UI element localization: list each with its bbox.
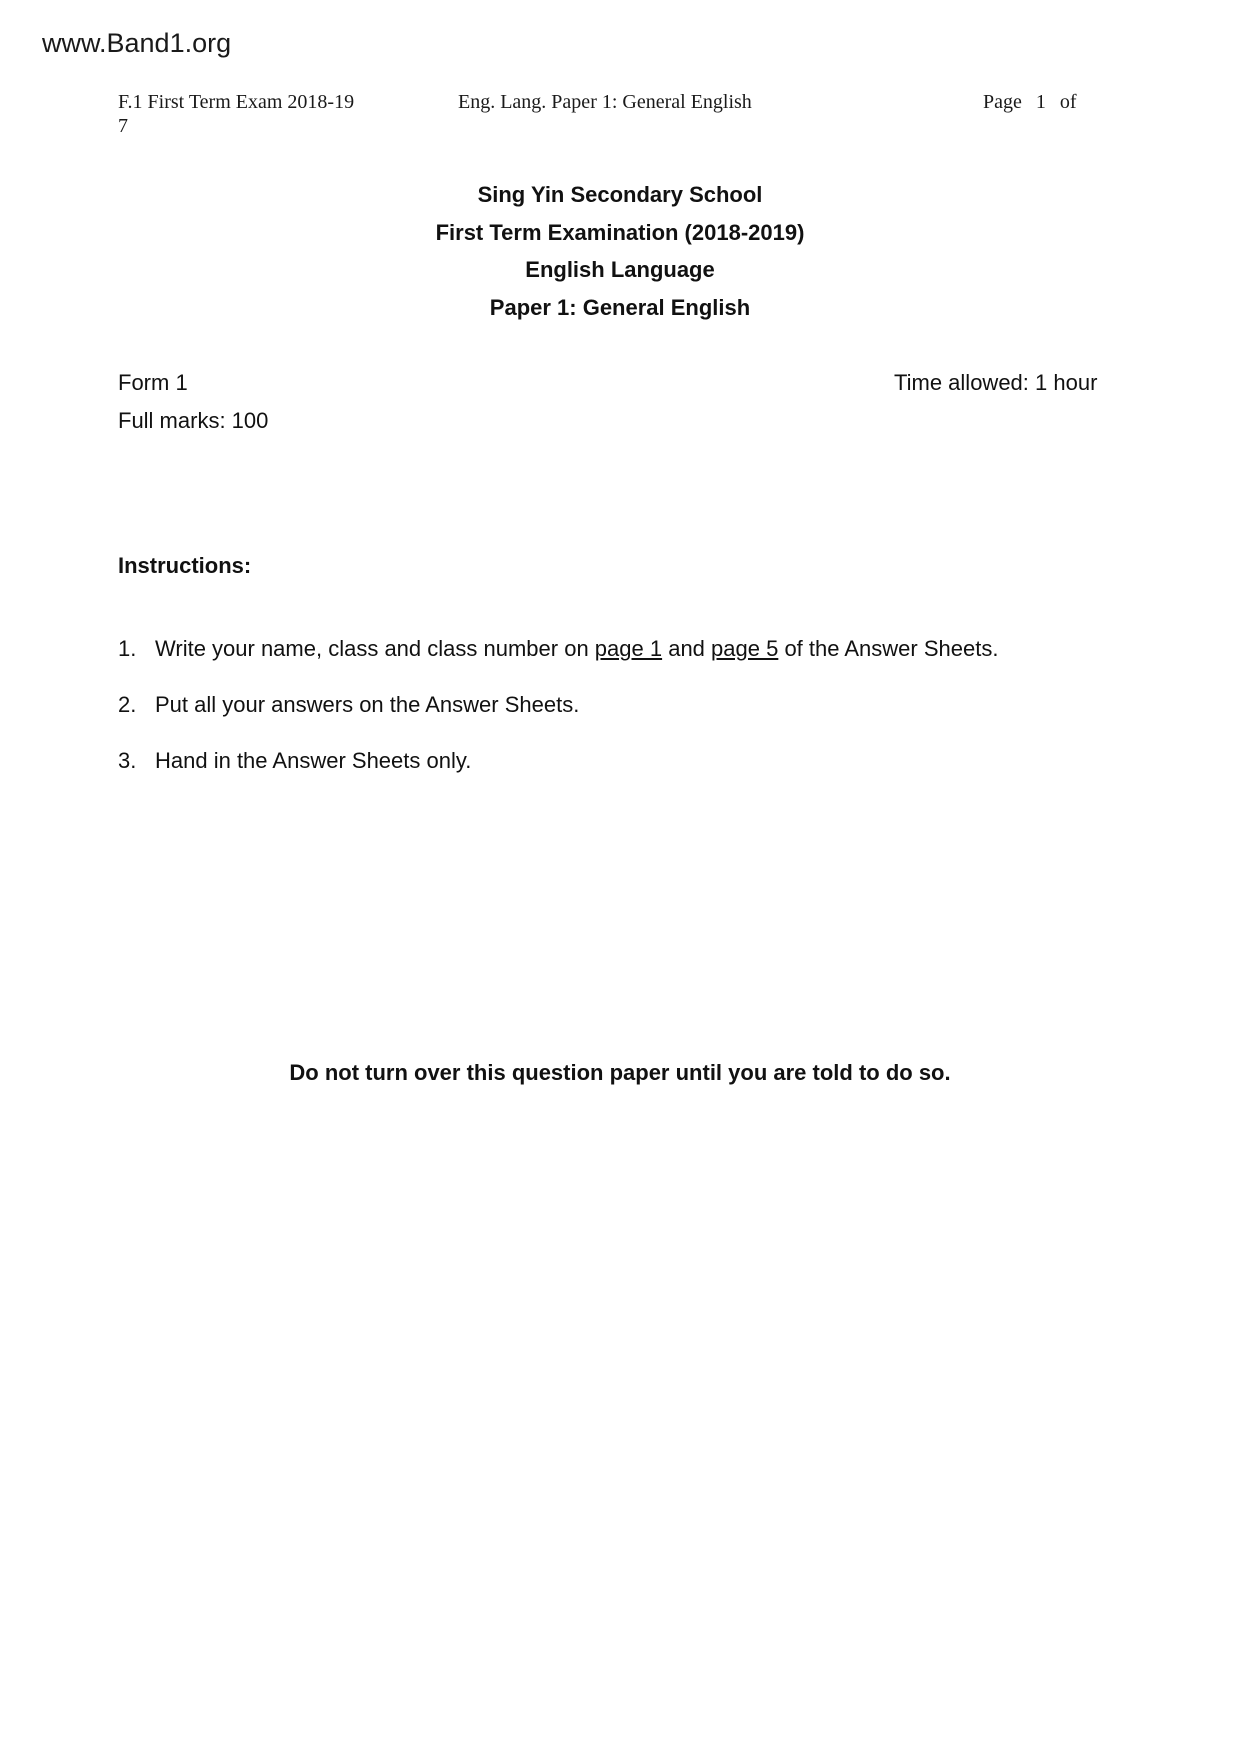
page-of: of [1059, 91, 1077, 113]
instruction-text-part: of the Answer Sheets. [778, 636, 999, 661]
instruction-item [118, 636, 998, 692]
instruction-text-part: and [662, 636, 712, 661]
subject-title: English Language [525, 257, 715, 282]
full-marks: Full marks: 100 [118, 407, 269, 433]
school-name: Sing Yin Secondary School [477, 182, 763, 207]
underlined-page-5: page 5 [711, 636, 779, 661]
instruction-text: Hand in the Answer Sheets only. [155, 748, 472, 773]
exam-code: F.1 First Term Exam 2018-19 [118, 91, 355, 113]
time-allowed: Time allowed: 1 hour [894, 370, 1098, 395]
site-watermark: www.Band1.org [42, 28, 232, 58]
instruction-text: Put all your answers on the Answer Sheets. [155, 692, 580, 717]
page-number: 1 [1035, 91, 1046, 113]
running-header-center: Eng. Lang. Paper 1: General English [458, 91, 752, 113]
paper-title: Paper 1: General English [489, 294, 751, 320]
instruction-text-part: Write your name, class and class number on [155, 636, 595, 661]
running-header-left [118, 90, 378, 138]
instruction-item [118, 692, 998, 748]
underlined-page-1: page 1 [594, 636, 663, 661]
exam-title: First Term Examination (2018-2019) [435, 219, 805, 245]
instructions-heading: Instructions: [118, 553, 252, 578]
title-block [0, 176, 1240, 326]
instructions-list [118, 636, 998, 804]
warning-notice: Do not turn over this question paper until you are told to do so. [289, 1060, 951, 1085]
instruction-number: 1. [118, 636, 137, 661]
exam-meta-left [118, 364, 268, 439]
instruction-number: 3. [118, 748, 137, 773]
running-header-page [983, 90, 1077, 114]
instruction-number: 2. [118, 692, 137, 717]
instruction-item [118, 748, 998, 804]
exam-code-wrap: 7 [118, 115, 128, 137]
instruction-text [155, 636, 998, 692]
page-label: Page [983, 91, 1022, 113]
form-level: Form 1 [118, 370, 188, 395]
